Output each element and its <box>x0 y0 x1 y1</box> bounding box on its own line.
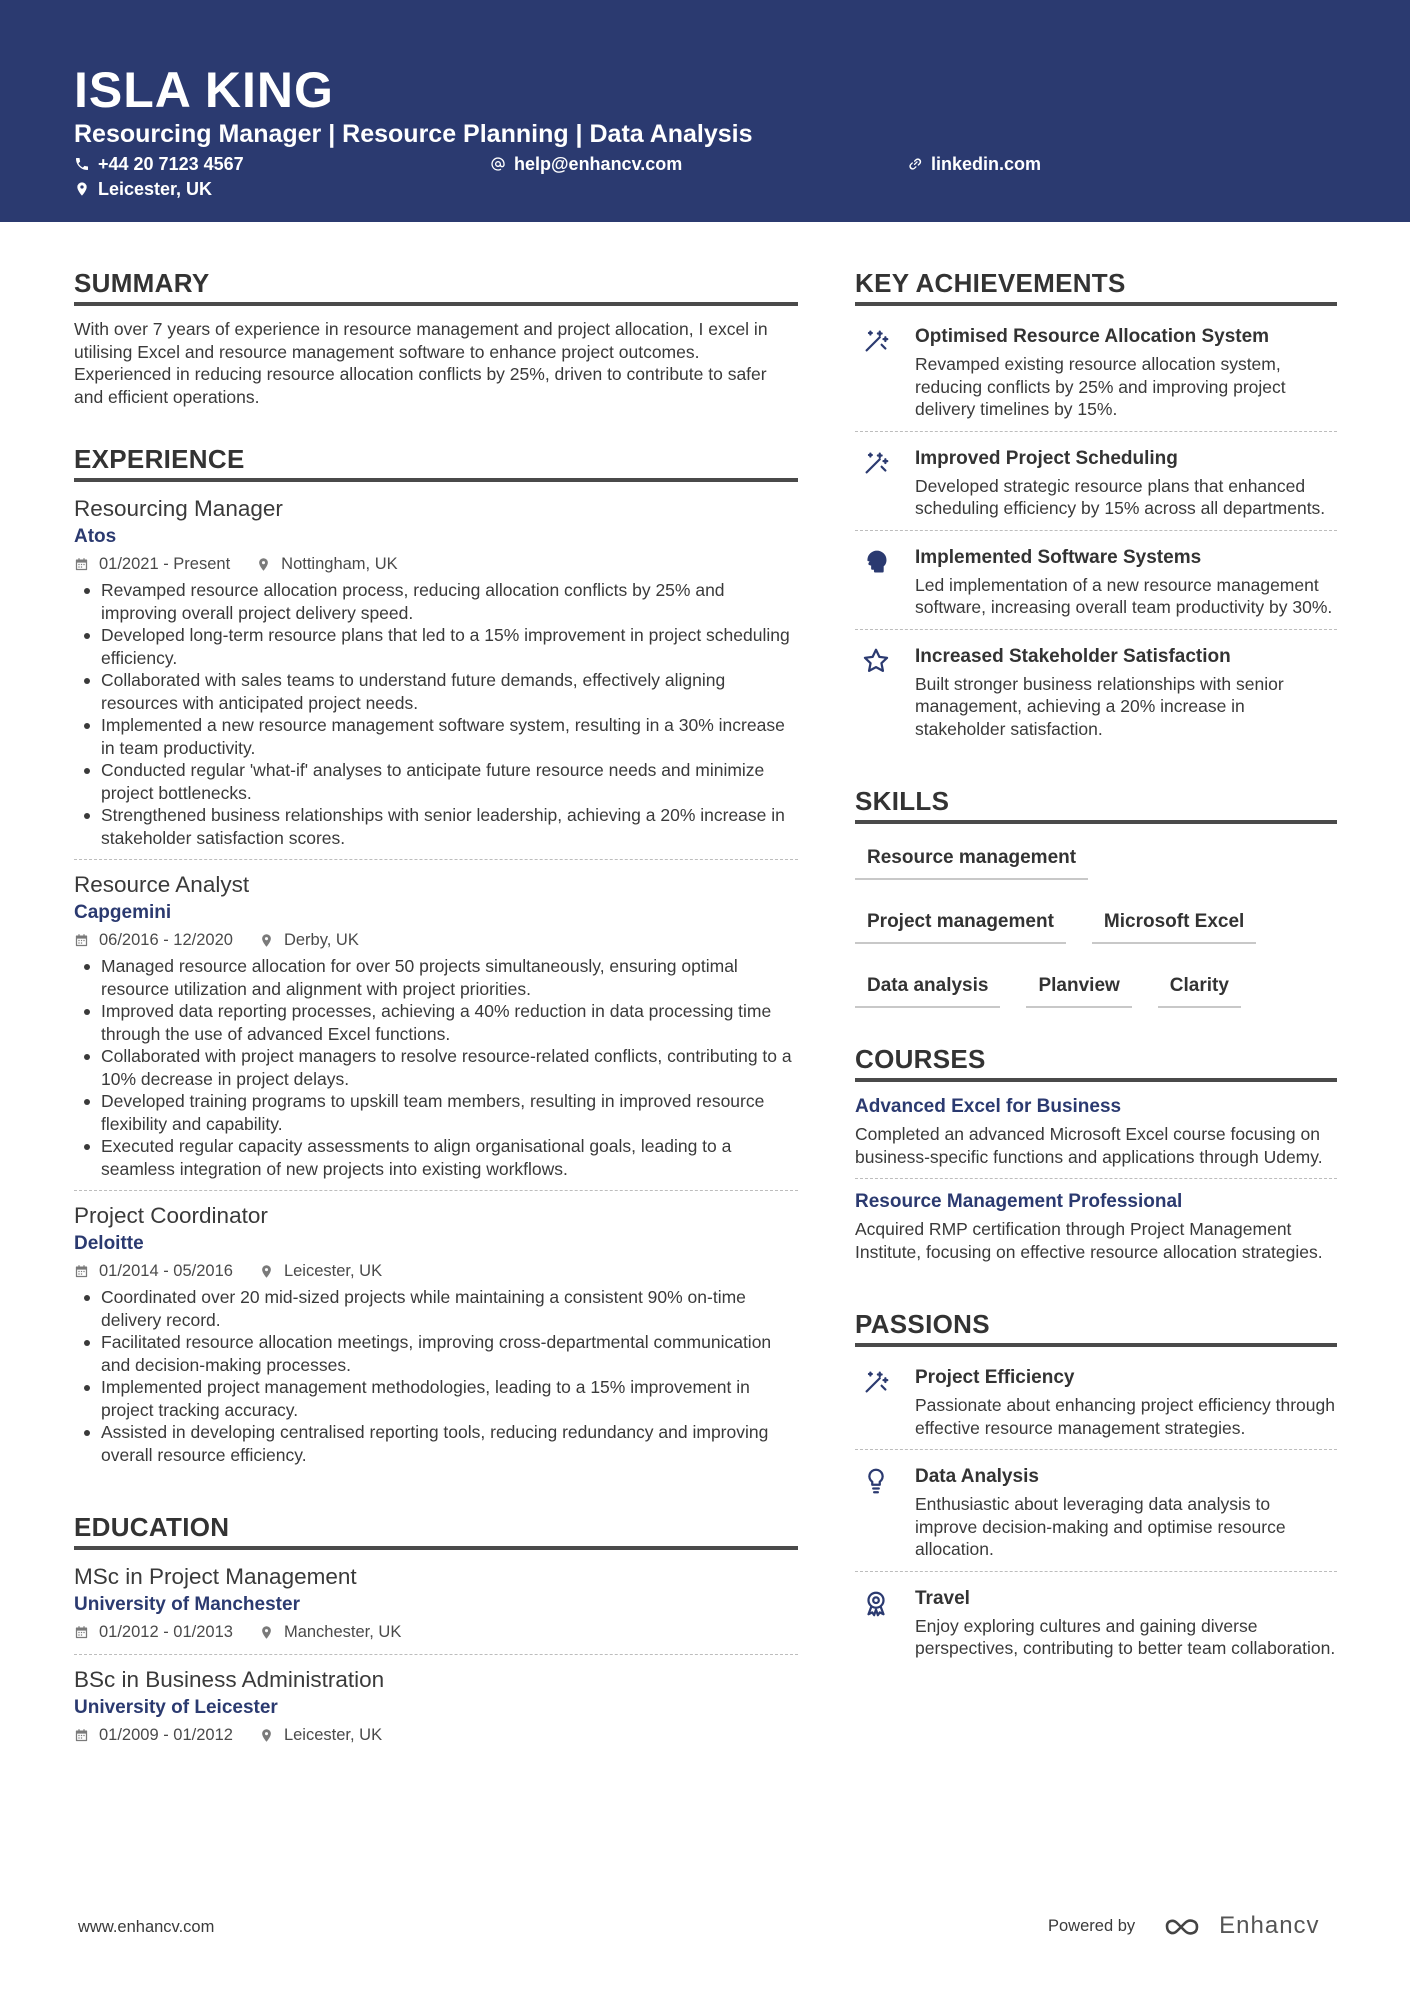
phone-icon <box>74 156 90 172</box>
skill-tag: Planview <box>1026 968 1131 1008</box>
company-name: Atos <box>74 526 117 547</box>
course-desc: Completed an advanced Microsoft Excel course focusing on business-specific functions and applications through Udemy. <box>855 1124 1323 1167</box>
passion-item <box>855 1458 1337 1572</box>
contact-location <box>74 177 212 201</box>
list-item: Facilitated resource allocation meetings, improving cross-departmental communication and decision-making processes. <box>74 1331 798 1376</box>
calendar-icon <box>74 1625 89 1640</box>
skill-tag: Clarity <box>1158 968 1241 1008</box>
brand-name: Enhancv <box>1219 1912 1320 1939</box>
skills-list <box>855 836 1337 1008</box>
passion-desc: Enjoy exploring cultures and gaining diverse perspectives, contributing to better team collaboration. <box>915 1615 1336 1658</box>
star-icon <box>861 646 891 676</box>
skill-tag: Data analysis <box>855 968 1000 1008</box>
education-meta <box>74 1723 798 1747</box>
degree-title: MSc in Project Management <box>74 1564 357 1589</box>
brand-logo[interactable] <box>1161 1912 1319 1940</box>
course-desc: Acquired RMP certification through Project Management Institute, focusing on effective resource allocation strategies. <box>855 1219 1323 1262</box>
job-bullets <box>74 579 798 849</box>
job-dates: 01/2014 - 05/2016 <box>99 1262 233 1280</box>
courses-heading: COURSES <box>855 1042 1337 1082</box>
left-column <box>74 266 798 1791</box>
skill-tag: Resource management <box>855 840 1088 880</box>
list-item: Collaborated with sales teams to understand future demands, effectively aligning resources with anticipated project needs. <box>74 669 798 714</box>
passions-section <box>855 1307 1337 1670</box>
powered-by-label: Powered by <box>1048 1916 1136 1935</box>
location-text: Leicester, UK <box>98 179 213 199</box>
job-location: Leicester, UK <box>283 1262 383 1280</box>
job-dates: 06/2016 - 12/2020 <box>99 931 233 949</box>
experience-section <box>74 442 798 1476</box>
education-entry <box>74 1562 798 1655</box>
magic-wand-icon <box>861 1367 891 1397</box>
skills-section <box>855 784 1337 1008</box>
calendar-icon <box>74 933 89 948</box>
job-title: Resource Analyst <box>74 872 250 897</box>
email-text: help@enhancv.com <box>514 154 683 174</box>
right-column <box>855 266 1337 1704</box>
phone-text: +44 20 7123 4567 <box>98 154 244 174</box>
list-item: Conducted regular 'what-if' analyses to anticipate future resource needs and minimize project bottlenecks. <box>74 759 798 804</box>
passion-desc: Passionate about enhancing project efficiency through effective resource management strategies. <box>915 1395 1335 1438</box>
at-icon <box>490 156 506 172</box>
school-name: University of Manchester <box>74 1594 300 1615</box>
infinity-logo-icon <box>1161 1912 1209 1940</box>
resume-header <box>0 0 1410 222</box>
footer-powered <box>1048 1912 1320 1940</box>
experience-heading: EXPERIENCE <box>74 442 798 482</box>
course-title: Advanced Excel for Business <box>855 1096 1122 1117</box>
passion-item <box>855 1359 1337 1450</box>
job-title: Resourcing Manager <box>74 496 283 521</box>
calendar-icon <box>74 1264 89 1279</box>
skills-heading: SKILLS <box>855 784 1337 824</box>
job-location: Derby, UK <box>283 931 359 949</box>
summary-text: With over 7 years of experience in resource management and project allocation, I excel in utilising Excel and resource management software to enhance project outcomes. Experienced in reducing resource allocation conflicts by 25%, driven to contribute to safer and efficient operations. <box>74 319 768 407</box>
contact-phone[interactable] <box>74 152 244 176</box>
achievement-desc: Built stronger business relationships with senior management, achieving a 20% increase in stakeholder satisfaction. <box>915 673 1284 739</box>
passion-title: Travel <box>915 1587 970 1609</box>
contact-email[interactable] <box>490 152 682 176</box>
passion-desc: Enthusiastic about leveraging data analysis to improve decision-making and optimise resource allocation. <box>915 1494 1286 1559</box>
summary-heading: SUMMARY <box>74 266 798 306</box>
passions-heading: PASSIONS <box>855 1307 1337 1347</box>
list-item: Improved data reporting processes, achieving a 40% reduction in data processing time through the use of advanced Excel functions. <box>74 1000 798 1045</box>
achievement-item <box>855 440 1337 531</box>
job-location: Nottingham, UK <box>281 555 398 573</box>
head-brain-icon <box>861 547 891 577</box>
education-section <box>74 1510 798 1757</box>
passion-title: Data Analysis <box>915 1466 1039 1487</box>
list-item: Assisted in developing centralised reporting tools, reducing redundancy and improving overall resource efficiency. <box>74 1421 798 1466</box>
achievements-heading: KEY ACHIEVEMENTS <box>855 266 1337 306</box>
passion-item <box>855 1580 1337 1670</box>
list-item: Implemented project management methodologies, leading to a 15% improvement in project tracking accuracy. <box>74 1376 798 1421</box>
footer-website[interactable]: www.enhancv.com <box>78 1918 215 1936</box>
achievement-title: Optimised Resource Allocation System <box>915 326 1270 347</box>
achievement-item <box>855 638 1337 751</box>
achievement-title: Improved Project Scheduling <box>915 447 1178 469</box>
achievement-desc: Developed strategic resource plans that enhanced scheduling efficiency by 15% across all departments. <box>915 475 1326 518</box>
linkedin-text: linkedin.com <box>931 154 1042 174</box>
magic-wand-icon <box>861 448 891 478</box>
achievement-desc: Led implementation of a new resource management software, increasing overall team productivity by 30%. <box>915 574 1333 617</box>
course-item <box>855 1189 1337 1273</box>
location-pin-icon <box>259 1264 274 1279</box>
lightbulb-icon <box>861 1466 891 1496</box>
location-pin-icon <box>259 933 274 948</box>
education-entry <box>74 1665 798 1757</box>
calendar-icon <box>74 1728 89 1743</box>
skill-tag: Microsoft Excel <box>1092 904 1256 944</box>
job-entry <box>74 870 798 1191</box>
job-meta <box>74 552 798 576</box>
job-bullets <box>74 1286 798 1466</box>
job-entry <box>74 1201 798 1476</box>
achievement-title: Increased Stakeholder Satisfaction <box>915 645 1231 667</box>
contact-linkedin[interactable] <box>907 152 1041 176</box>
passion-title: Project Efficiency <box>915 1367 1075 1388</box>
job-meta <box>74 1259 798 1283</box>
list-item: Managed resource allocation for over 50 projects simultaneously, ensuring optimal resource utilization and alignment with project priorities. <box>74 955 798 1000</box>
job-entry <box>74 494 798 860</box>
list-item: Coordinated over 20 mid-sized projects while maintaining a consistent 90% on-time delivery record. <box>74 1286 798 1331</box>
education-location: Leicester, UK <box>283 1726 383 1744</box>
achievements-section <box>855 266 1337 750</box>
link-icon <box>907 156 923 172</box>
company-name: Deloitte <box>74 1233 144 1254</box>
list-item: Collaborated with project managers to resolve resource-related conflicts, contributing to a 10% decrease in project delays. <box>74 1045 798 1090</box>
job-bullets <box>74 955 798 1180</box>
job-title: Project Coordinator <box>74 1203 268 1228</box>
location-pin-icon <box>256 557 271 572</box>
job-dates: 01/2021 - Present <box>99 555 231 573</box>
list-item: Revamped resource allocation process, reducing allocation conflicts by 25% and improving overall project delivery speed. <box>74 579 798 624</box>
candidate-name: ISLA KING <box>74 62 334 118</box>
award-icon <box>861 1588 891 1618</box>
location-pin-icon <box>74 181 90 197</box>
calendar-icon <box>74 557 89 572</box>
list-item: Implemented a new resource management software system, resulting in a 30% increase in team productivity. <box>74 714 798 759</box>
achievement-title: Implemented Software Systems <box>915 546 1202 568</box>
education-location: Manchester, UK <box>283 1623 402 1641</box>
education-dates: 01/2009 - 01/2012 <box>99 1726 233 1744</box>
job-meta <box>74 928 798 952</box>
achievement-item <box>855 539 1337 630</box>
education-dates: 01/2012 - 01/2013 <box>99 1623 233 1641</box>
education-meta <box>74 1620 798 1644</box>
company-name: Capgemini <box>74 902 172 923</box>
list-item: Developed training programs to upskill team members, resulting in improved resource flexibility and capability. <box>74 1090 798 1135</box>
achievement-desc: Revamped existing resource allocation system, reducing conflicts by 25% and improving project delivery timelines by 15%. <box>915 354 1286 419</box>
list-item: Strengthened business relationships with senior leadership, achieving a 20% increase in stakeholder satisfaction scores. <box>74 804 798 849</box>
candidate-headline: Resourcing Manager | Resource Planning | Data Analysis <box>74 120 753 148</box>
skill-tag: Project management <box>855 904 1066 944</box>
list-item: Executed regular capacity assessments to align organisational goals, leading to a seamless integration of new projects into existing workflows. <box>74 1135 798 1180</box>
course-title: Resource Management Professional <box>855 1191 1183 1212</box>
education-heading: EDUCATION <box>74 1510 798 1550</box>
degree-title: BSc in Business Administration <box>74 1667 385 1692</box>
magic-wand-icon <box>861 326 891 356</box>
courses-section <box>855 1042 1337 1273</box>
summary-section <box>74 266 798 408</box>
location-pin-icon <box>259 1625 274 1640</box>
course-item <box>855 1094 1337 1179</box>
achievement-item <box>855 318 1337 432</box>
school-name: University of Leicester <box>74 1697 278 1718</box>
location-pin-icon <box>259 1728 274 1743</box>
list-item: Developed long-term resource plans that led to a 15% improvement in project scheduling efficiency. <box>74 624 798 669</box>
